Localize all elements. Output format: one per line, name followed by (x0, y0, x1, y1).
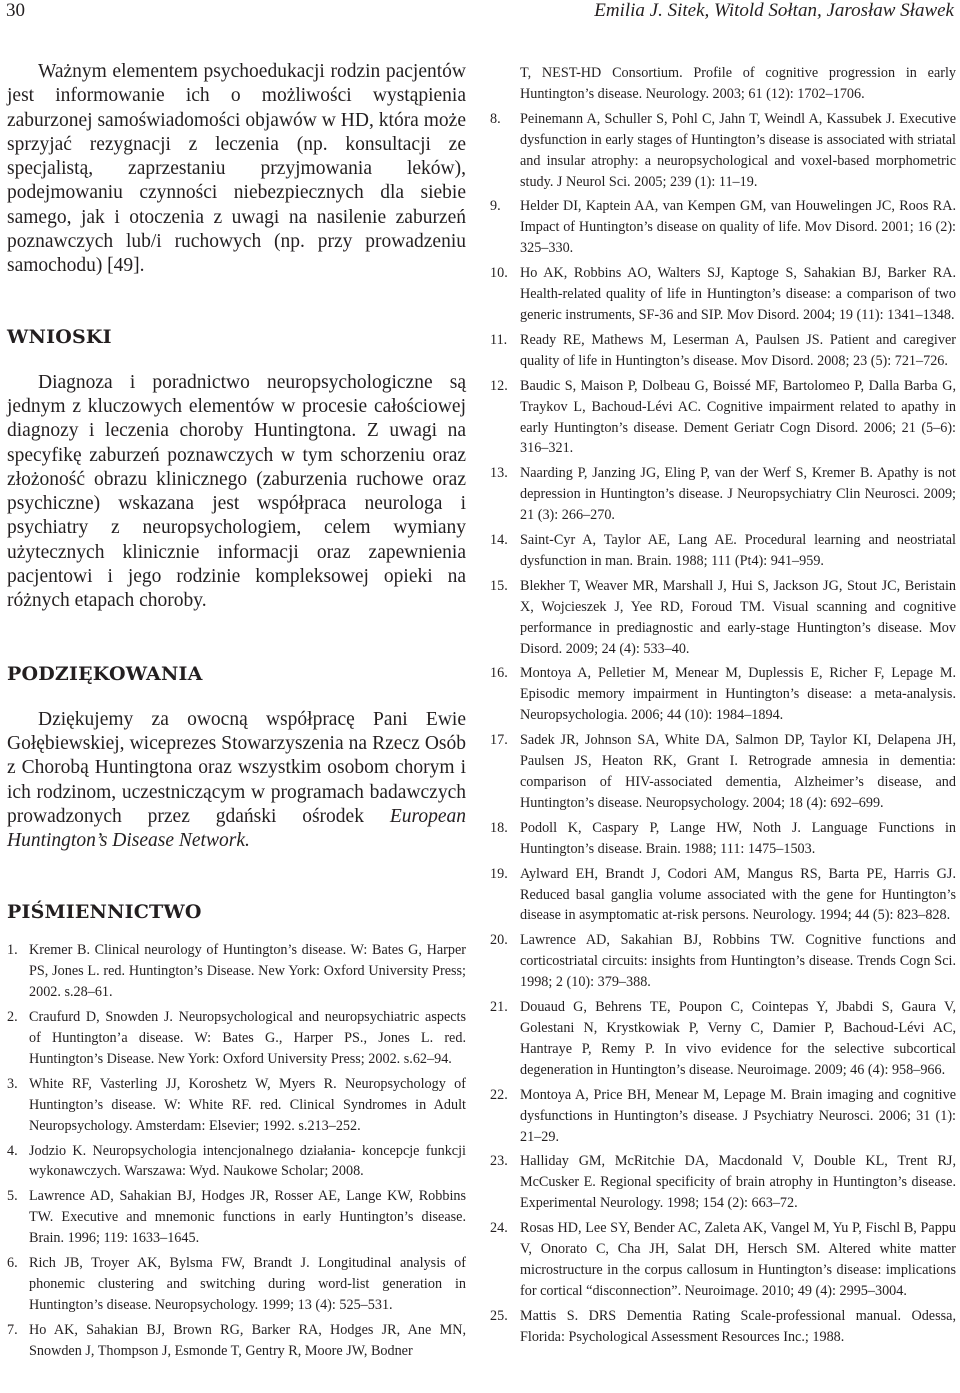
reference-number: 8. (490, 110, 501, 127)
podziekowania-paragraph (7, 708, 466, 854)
reference-number: 21. (490, 999, 508, 1016)
reference-number: 24. (490, 1220, 508, 1237)
reference-text: Jodzio K. Neuropsychologia intencjonalnego działania- koncepcje funkcji wykonawczych. Warszawa: Wyd. Naukowe Scholar; 2008. (29, 1142, 466, 1180)
reference-text: Sadek JR, Johnson SA, White DA, Salmon DP, Taylor KI, Delapena JH, Paulsen JS, Heaton RK, Grant I. Retrograde amnesia in dementia: comparison of HIV-associated dementia, Alzheimer’s disease, and Huntington’s disease. Neuropsychology. 2004; 18 (4): 692–699. (520, 732, 956, 811)
reference-text: Douaud G, Behrens TE, Poupon C, Cointepas Y, Jbabdi S, Gaura V, Golestani N, Krystkowiak P, Verny C, Damier P, Bachoud-Lévi AC, Hantraye P, Remy P. In vivo evidence for the selective subcortical degeneration in Huntington’s disease. Neuroimage. 2009; 46 (4): 958–966. (520, 999, 956, 1078)
reference-text: Lawrence AD, Sakahian BJ, Robbins TW. Cognitive functions and corticostriatal circuits: insights from Huntington’s disease. Trends Cogn Sci. 1998; 2 (10): 379–388. (520, 932, 956, 991)
reference-text: Saint-Cyr A, Taylor AE, Lang AE. Procedural learning and neostriatal dysfunction in man. Brain. 1988; 111 (Pt4): 941–959. (520, 532, 956, 569)
reference-text: Ready RE, Mathews M, Leserman A, Paulsen JS. Patient and caregiver quality of life in Huntington’s disease. Mov Disord. 2008; 23 (5): 721–726. (520, 331, 956, 369)
reference-list-right (490, 63, 956, 1348)
reference-item (490, 864, 956, 927)
running-head-authors: Emilia J. Sitek, Witold Sołtan, Jarosław Sławek (594, 0, 954, 21)
intro-paragraph: Ważnym elementem psychoedukacji rodzin pacjentów jest informowanie ich o możliwości wystąpienia zaburzonej samoświadomości objawów w HD, która może sprzyjać rezygnacji z leczenia (np. konsultacji ze specjalistą, zaprzestaniu przyjmowania leków), podejmowaniu czynności niebezpiecznych dla siebie samego, jak i otoczenia z uwagi na nasilenie zaburzeń poznawczych lub/i ruchowych (np. przy prowadzeniu samochodu) [49]. (7, 61, 466, 277)
reference-text: Montoya A, Pelletier M, Menear M, Duplessis E, Richer F, Lepage M. Episodic memory impairment in Huntington’s disease: a meta-analysis. Neuropsychologia. 2006; 44 (10): 1984–1894. (520, 665, 956, 724)
reference-number: 12. (490, 377, 508, 394)
reference-item (490, 1085, 956, 1148)
reference-text: Rich JB, Troyer AK, Bylsma FW, Brandt J. Longitudinal analysis of phonemic clustering and switching during word-list generation in Huntington’s disease. Neuropsychology. 1999; 13 (4): 525–531. (29, 1255, 466, 1313)
reference-item (7, 940, 466, 1003)
reference-text: Naarding P, Janzing JG, Eling P, van der Werf S, Kremer B. Apathy is not depression in Huntington’s disease. J Neuropsychiatry Clin Neurosci. 2009; 21 (3): 266–270. (520, 465, 956, 524)
reference-number: 20. (490, 932, 508, 949)
reference-text: Ho AK, Sahakian BJ, Brown RG, Barker RA, Hodges JR, Ane MN, Snowden J, Thompson J, Esmonde T, Gentry R, Moore JW, Bodner (29, 1321, 466, 1359)
reference-text: Aylward EH, Brandt J, Codori AM, Mangus RS, Barta PE, Harris GJ. Reduced basal ganglia volume associated with the gene for Huntington’s disease in asymptomatic at-risk persons. Neurology. 1994; 44 (5): 823–828. (520, 865, 956, 924)
reference-text: Craufurd D, Snowden J. Neuropsychological and neuropsychiatric aspects of Huntington’a disease. W: Bates G., Harper PS., Jones L. red. Huntington’s Disease. New York: Oxford University Press; 2002. s.62–94. (29, 1009, 466, 1067)
reference-item (490, 109, 956, 193)
reference-text: Lawrence AD, Sahakian BJ, Hodges JR, Rosser AE, Lange KW, Robbins TW. Executive and mnemonic functions in early Huntington’s disease. Brain. 1996; 119: 1633–1645. (29, 1188, 466, 1247)
reference-item (490, 330, 956, 372)
reference-number: 15. (490, 577, 508, 594)
reference-item (7, 1253, 466, 1316)
reference-text: Montoya A, Price BH, Menear M, Lepage M. Brain imaging and cognitive dysfunctions in Huntington’s disease. J Psychiatry Neurosci. 2006; 31 (1): 21–29. (520, 1086, 956, 1145)
reference-item (490, 263, 956, 326)
reference-item (490, 818, 956, 860)
reference-number: 4. (7, 1142, 18, 1159)
reference-number: 7. (7, 1321, 18, 1338)
reference-continuation (490, 63, 956, 105)
reference-number: 17. (490, 732, 508, 749)
reference-item (490, 530, 956, 572)
reference-item (490, 376, 956, 460)
reference-number: 22. (490, 1086, 508, 1103)
reference-text: Helder DI, Kaptein AA, van Kempen GM, van Houwelingen JC, Roos RA. Impact of Huntington’s disease on quality of life. Mov Disord. 2001; 16 (2): 325–330. (520, 198, 956, 257)
reference-number: 13. (490, 465, 508, 482)
reference-text: Kremer B. Clinical neurology of Huntington’s disease. W: Bates G, Harper PS, Jones L. red. Huntington’s Disease. New York: Oxford University Press; 2002. s.28–61. (29, 942, 466, 1001)
reference-item (490, 196, 956, 259)
reference-item (490, 730, 956, 814)
reference-item (7, 1186, 466, 1249)
reference-text: Podoll K, Caspary P, Lange HW, Noth J. Language Functions in Huntington’s disease. Brain. 1988; 111: 1475–1503. (520, 819, 956, 857)
reference-number: 11. (490, 331, 508, 348)
reference-number: 19. (490, 865, 508, 882)
reference-item (7, 1141, 466, 1183)
pismiennictwo-heading: PIŚMIENNICTWO (7, 901, 202, 924)
reference-item (7, 1320, 466, 1362)
reference-item (490, 1218, 956, 1302)
reference-number: 2. (7, 1009, 18, 1026)
reference-item (7, 1007, 466, 1070)
reference-text: Blekher T, Weaver MR, Marshall J, Hui S, Jackson JG, Stout JC, Beristain X, Wojcieszek J, Yee RD, Foroud TM. Visual scanning and cognitive performance in prediagnostic and early-stage Huntington’s disease. Mov Disord. 2009; 24 (4): 533–40. (520, 577, 956, 657)
reference-number: 14. (490, 532, 508, 549)
left-column (7, 60, 466, 1366)
reference-item (490, 1306, 956, 1348)
page-number: 30 (6, 0, 25, 21)
wnioski-heading: WNIOSKI (7, 325, 112, 348)
reference-text: Mattis S. DRS Dementia Rating Scale-professional manual. Odessa, Florida: Psychological Assessment Resources Inc.; 1988. (520, 1307, 956, 1345)
reference-item (490, 1151, 956, 1214)
reference-text: Rosas HD, Lee SY, Bender AC, Zaleta AK, Vangel M, Yu P, Fischl B, Pappu V, Onorato C, Cha JH, Salat DH, Hersch SM. Altered white matter microstructure in the corpus callosum in Huntington’s disease: implications for cortical “disconnection”. Neuroimage. 2010; 49 (4): 2995–3004. (520, 1220, 956, 1299)
reference-text: T, NEST-HD Consortium. Profile of cognitive progression in early Huntington’s disease. Neurology. 2003; 61 (12): 1702–1706. (520, 65, 956, 102)
reference-list-left (7, 940, 466, 1361)
reference-text: Peinemann A, Schuller S, Pohl C, Jahn T, Weindl A, Kassubek J. Executive dysfunction in early stages of Huntington’s disease is associated with striatal and insular atrophy: a neuropsychological and voxel-based morphometric study. J Neurol Sci. 2005; 239 (1): 11–19. (520, 110, 956, 190)
page-header (0, 0, 960, 22)
reference-number: 25. (490, 1307, 508, 1324)
reference-number: 18. (490, 819, 508, 836)
reference-number: 16. (490, 665, 508, 682)
reference-text: Baudic S, Maison P, Dolbeau G, Boissé MF, Bartolomeo P, Dalla Barba G, Traykov L, Bachoud-Lévi AC. Cognitive impairment related to apathy in early Huntington’s disease. Dement Geriatr Cogn Disord. 2006; 21 (5–6): 316–321. (520, 377, 956, 457)
reference-item (490, 463, 956, 526)
reference-item (490, 663, 956, 726)
reference-number: 3. (7, 1075, 18, 1092)
podziekowania-text: Dziękujemy za owocną współpracę Pani Ewie Gołębiewskiej, wiceprezes Stowarzyszenia na Rzecz Osób z Chorobą Huntingtona oraz wszystkim osobom chorym i ich rodzinom, uczestniczącym w programach badawczych prowadzonych przez gdański ośrodek (7, 708, 466, 827)
reference-text: Ho AK, Robbins AO, Walters SJ, Kaptoge S, Sahakian BJ, Barker RA. Health-related quality of life in Huntington’s disease: a comparison of two generic instruments, SF-36 and SIP. Mov Disord. 2004; 19 (11): 1341–1348. (520, 265, 956, 323)
reference-number: 1. (7, 942, 18, 959)
reference-number: 9. (490, 198, 501, 215)
reference-text: Halliday GM, McRitchie DA, Macdonald V, Double KL, Trent RJ, McCusker E. Regional specificity of brain atrophy in Huntington’s disease. Experimental Neurology. 1998; 154 (2): 663–72. (520, 1153, 956, 1212)
reference-item (7, 1074, 466, 1137)
reference-item (490, 997, 956, 1081)
right-column (490, 63, 956, 1352)
reference-number: 6. (7, 1255, 18, 1272)
reference-number: 10. (490, 265, 508, 282)
reference-item (490, 576, 956, 660)
reference-item (490, 930, 956, 993)
reference-text: White RF, Vasterling JJ, Koroshetz W, Myers R. Neuropsychology of Huntington’s disease. W: White RF. red. Clinical Syndromes in Adult Neuropsychology. Amsterdam: Elsevier; 1992. s.213–252. (29, 1075, 466, 1134)
network-name: European Huntington’s Disease Network. (7, 805, 466, 852)
reference-number: 5. (7, 1188, 18, 1205)
podziekowania-heading: PODZIĘKOWANIA (7, 662, 203, 685)
reference-number: 23. (490, 1153, 508, 1170)
wnioski-paragraph: Diagnoza i poradnictwo neuropsychologiczne są jednym z kluczowych elementów w procesie całościowej diagnozy i leczenia choroby Huntingtona. Z uwagi na specyfikę zaburzeń poznawczych w tym schorzeniu oraz złożoność obrazu klinicznego (zaburzenia ruchowe oraz psychiczne) wskazana jest współpraca neurologa i psychiatry z neuropsychologiem, celem wymiany użytecznych klinicznie informacji oraz zapewnienia pacjentowi i jego rodzinie kompleksowej opieki na różnych etapach choroby. (7, 371, 466, 612)
